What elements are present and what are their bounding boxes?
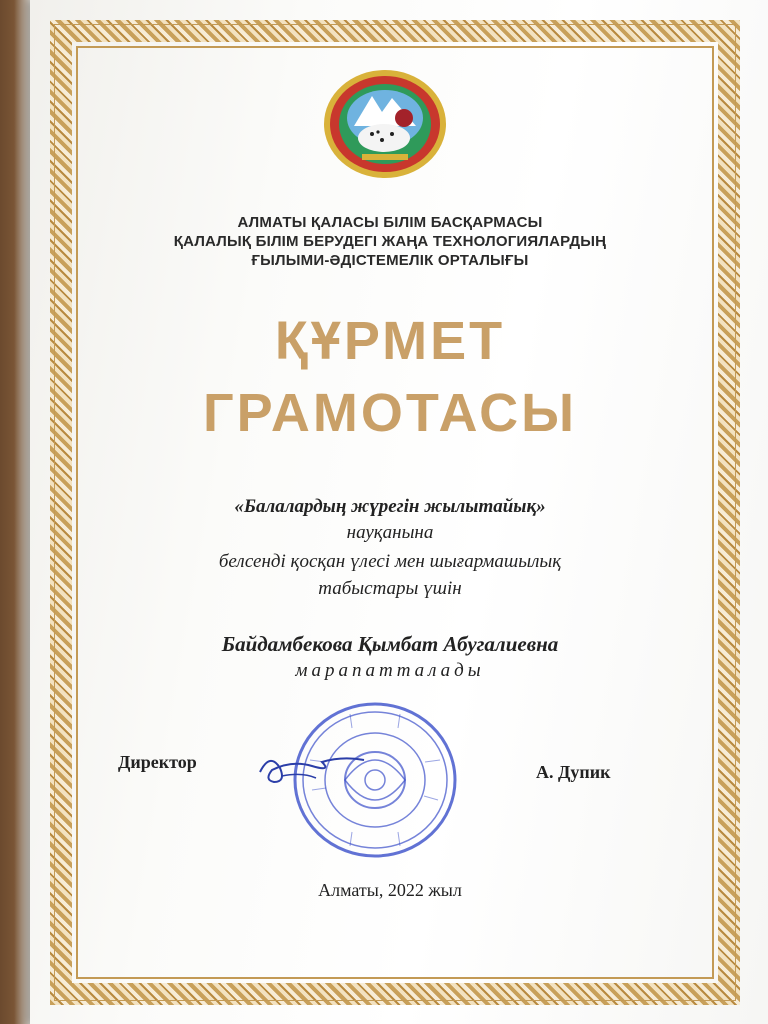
body-line-2: науқанына [346, 522, 434, 543]
org-line-2: ҚАЛАЛЫҚ БІЛІМ БЕРУДЕГІ ЖАҢА ТЕХНОЛОГИЯЛАРДЫҢ [173, 233, 607, 250]
recipient-name: Байдамбекова Қымбат Абугалиевна [221, 632, 559, 656]
org-line-3: ҒЫЛЫМИ-ӘДІСТЕМЕЛІК ОРТАЛЫҒЫ [251, 252, 529, 269]
almaty-emblem-icon [322, 68, 448, 180]
place-year: Алматы, 2022 жыл [318, 880, 462, 900]
title-line-1: ҚҰРМЕТ [274, 311, 506, 371]
director-name: А. Дупик [536, 762, 611, 782]
title-line-2: ГРАМОТАСЫ [203, 383, 577, 443]
org-line-1: АЛМАТЫ ҚАЛАСЫ БІЛІМ БАСҚАРМАСЫ [237, 214, 543, 231]
campaign-name: «Балалардың жүрегін жылытайық» [234, 496, 546, 517]
body-line-3: белсенді қосқан үлесі мен шығармашылық [218, 551, 562, 572]
director-label: Директор [118, 752, 197, 772]
body-line-4: табыстары үшін [318, 578, 462, 599]
awarded-text: марапатталады [295, 660, 485, 681]
signature-icon [252, 742, 372, 792]
